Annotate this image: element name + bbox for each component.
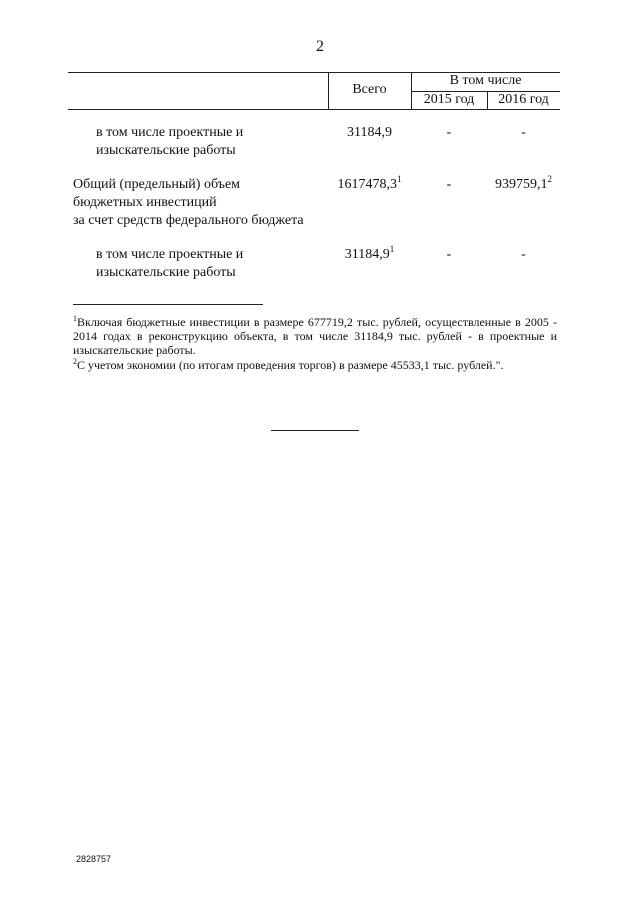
row-3-label-line-2: изыскательские работы bbox=[96, 265, 236, 280]
footnote-1-text: Включая бюджетные инвестиции в размере 677719,2 тыс. рублей, осуществленные в 2005 - 2014 годах в реконструкцию объекта, в том числе 31184,9 тыс. рублей - в проектные и изыскательские работы. bbox=[73, 315, 557, 357]
row-2-2016-sup: 2 bbox=[547, 174, 552, 184]
row-2-label bbox=[73, 176, 333, 230]
row-2-total-value: 1617478,3 bbox=[337, 177, 397, 192]
header-bottom-rule bbox=[68, 109, 560, 110]
page-number: 2 bbox=[316, 38, 324, 55]
row-3-label bbox=[96, 246, 326, 282]
footnote-separator bbox=[73, 304, 263, 305]
row-1-2016 bbox=[487, 124, 560, 142]
row-2-label-line-2: бюджетных инвестиций bbox=[73, 195, 217, 210]
row-2-label-line-3: за счет средств федерального бюджета bbox=[73, 213, 304, 228]
footnote-1 bbox=[73, 315, 557, 357]
row-2-2015: - bbox=[446, 177, 452, 192]
header-including: В том числе bbox=[449, 73, 522, 88]
row-3-2016-value: - bbox=[521, 247, 526, 262]
row-2-total-sup: 1 bbox=[397, 174, 402, 184]
row-3-2015: - bbox=[446, 247, 452, 262]
row-3-total-value: 31184,9 bbox=[344, 247, 390, 262]
row-2-2016-value: 939759,1 bbox=[495, 177, 548, 192]
row-2-2016 bbox=[487, 176, 560, 194]
row-3-total-sup: 1 bbox=[389, 244, 395, 254]
row-1-total-value: 31184,9 bbox=[347, 125, 392, 140]
row-1-total bbox=[328, 124, 411, 142]
row-1-label bbox=[96, 124, 326, 160]
end-rule bbox=[271, 430, 359, 431]
row-2-total bbox=[328, 176, 411, 194]
row-1-label-line-2: изыскательские работы bbox=[96, 143, 236, 158]
header-total: Всего bbox=[352, 82, 387, 97]
row-1-label-line-1: в том числе проектные и bbox=[96, 125, 244, 140]
footnote-1-mark: 1 bbox=[73, 314, 77, 323]
footnote-2 bbox=[73, 358, 557, 372]
footnote-2-text: С учетом экономии (по итогам проведения торгов) в размере 45533,1 тыс. рублей.". bbox=[77, 358, 504, 372]
row-3-2016 bbox=[487, 246, 560, 264]
row-3-total bbox=[328, 246, 411, 264]
row-1-2016-value: - bbox=[521, 125, 526, 140]
row-2-label-line-1: Общий (предельный) объем bbox=[73, 177, 241, 192]
footnote-2-mark: 2 bbox=[73, 357, 77, 366]
row-1-2015: - bbox=[446, 125, 452, 140]
header-year-2015: 2015 год bbox=[423, 92, 475, 107]
document-id: 2828757 bbox=[76, 854, 112, 864]
row-3-label-line-1: в том числе проектные и bbox=[96, 247, 244, 262]
header-year-2016: 2016 год bbox=[498, 92, 549, 107]
